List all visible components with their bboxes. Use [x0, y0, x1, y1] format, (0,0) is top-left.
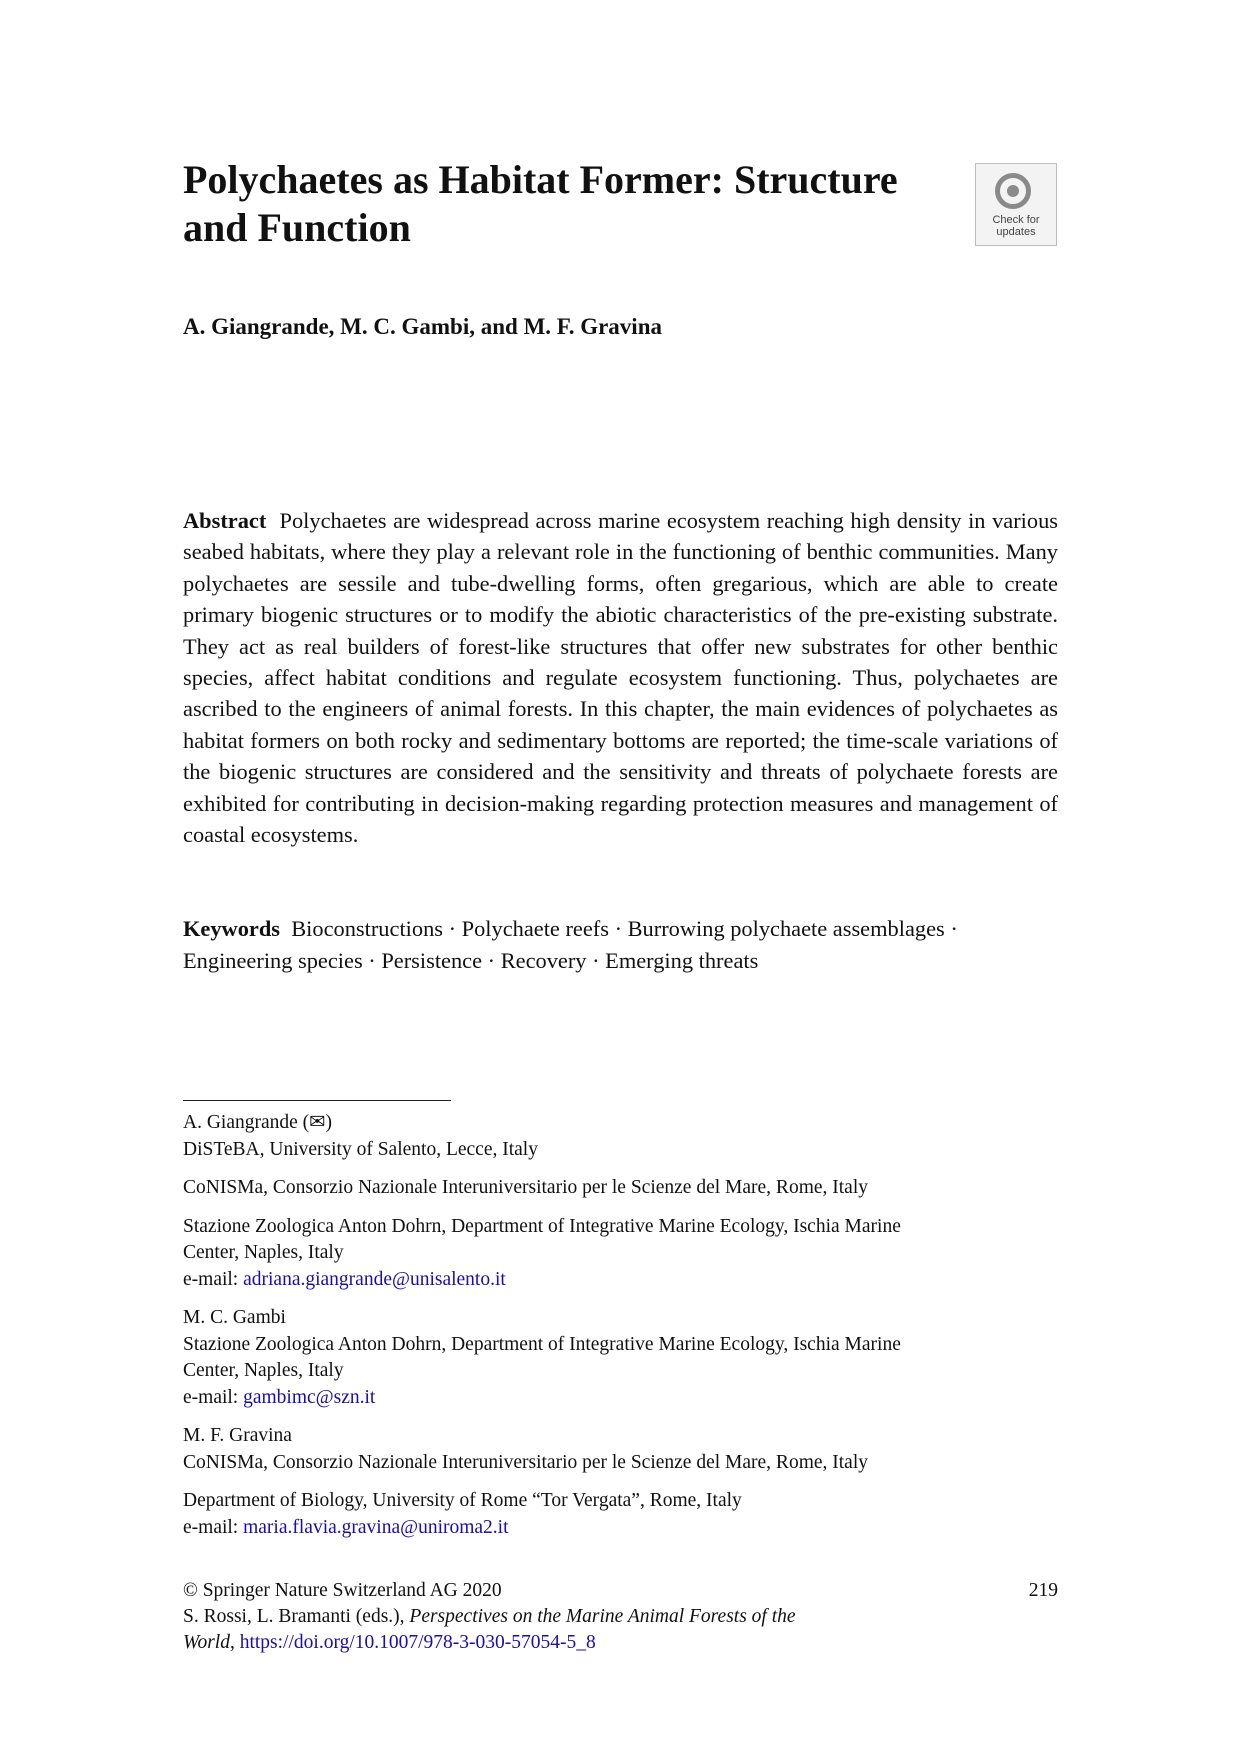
- page-footer: [183, 1578, 1058, 1656]
- affiliation-block-6: [183, 1488, 1063, 1541]
- check-for-updates-label: Check for updates: [992, 214, 1040, 238]
- email-label: e-mail:: [183, 1386, 239, 1408]
- affiliation-block-2: [183, 1175, 1063, 1202]
- chapter-title-line-2: and Function: [183, 205, 411, 250]
- chapter-title-line-1: Polychaetes as Habitat Former: Structure: [183, 157, 898, 202]
- affiliation-block-1: [183, 1110, 1063, 1163]
- email-line: [183, 1385, 1063, 1412]
- affiliation-line: Center, Naples, Italy: [183, 1242, 344, 1263]
- citation-line: World, https://doi.org/10.1007/978-3-030-57054-5_8: [183, 1632, 596, 1653]
- editors: S. Rossi, L. Bramanti (eds.),: [183, 1606, 405, 1627]
- check-for-updates-button[interactable]: [975, 163, 1057, 246]
- author-name: M. F. Gravina: [183, 1425, 292, 1446]
- affiliation-block-5: [183, 1423, 1063, 1476]
- abstract-heading: Abstract: [183, 508, 267, 533]
- abstract: [183, 505, 1058, 850]
- page-number: 219: [1028, 1580, 1058, 1601]
- keywords-heading: Keywords: [183, 916, 281, 941]
- chapter-title: [183, 156, 963, 252]
- book-title: Perspectives on the Marine Animal Forests of the: [409, 1606, 796, 1627]
- copyright: © Springer Nature Switzerland AG 2020: [183, 1580, 502, 1601]
- email-label: e-mail:: [183, 1268, 239, 1290]
- affiliation-block-3: [183, 1214, 1063, 1294]
- affiliation-line: Department of Biology, University of Rome “Tor Vergata”, Rome, Italy: [183, 1490, 742, 1511]
- citation-line: [183, 1604, 1058, 1630]
- affiliation-line: Stazione Zoologica Anton Dohrn, Department of Integrative Marine Ecology, Ischia Marine: [183, 1215, 901, 1237]
- affiliations: [183, 1110, 1063, 1553]
- author-name: M. C. Gambi: [183, 1307, 286, 1328]
- email-link[interactable]: gambimc@szn.it: [243, 1386, 376, 1408]
- email-link[interactable]: adriana.giangrande@unisalento.it: [243, 1268, 506, 1290]
- email-line: [183, 1515, 1063, 1542]
- keywords-text: Bioconstructions · Polychaete reefs · Burrowing polychaete assemblages · Engineering species · Persistence · Recovery · Emerging threats: [183, 916, 958, 973]
- keywords: [183, 913, 1058, 977]
- affiliation-line: Stazione Zoologica Anton Dohrn, Department of Integrative Marine Ecology, Ischia Marine: [183, 1333, 901, 1355]
- author-name: A. Giangrande (✉): [183, 1112, 332, 1133]
- author-list: A. Giangrande, M. C. Gambi, and M. F. Gravina: [183, 314, 662, 339]
- abstract-text: Polychaetes are widespread across marine ecosystem reaching high density in various seabed habitats, where they play a relevant role in the functioning of benthic communities. Many polychaetes are sessile and tube-dwelling forms, often gregarious, which are able to create primary biogenic structures or to modify the abiotic characteristics of the pre-existing substrate. They act as real builders of forest-like structures that offer new substrates for other benthic species, affect habitat conditions and regulate ecosystem functioning. Thus, polychaetes are ascribed to the engineers of animal forests. In this chapter, the main evidences of polychaetes as habitat formers on both rocky and sedimentary bottoms are reported; the time-scale variations of the biogenic structures are considered and the sensitivity and threats of polychaete forests are exhibited for contributing in decision-making regarding protection measures and management of coastal ecosystems.: [183, 508, 1059, 848]
- crossmark-icon: [995, 173, 1031, 209]
- affiliation-line: DiSTeBA, University of Salento, Lecce, Italy: [183, 1138, 538, 1160]
- affiliation-block-4: [183, 1305, 1063, 1411]
- email-label: e-mail:: [183, 1516, 239, 1538]
- affiliation-line: CoNISMa, Consorzio Nazionale Interuniversitario per le Scienze del Mare, Rome, Italy: [183, 1451, 868, 1473]
- email-line: [183, 1267, 1063, 1294]
- book-title: World: [183, 1632, 230, 1653]
- doi-link[interactable]: https://doi.org/10.1007/978-3-030-57054-5_8: [239, 1632, 596, 1653]
- email-link[interactable]: maria.flavia.gravina@uniroma2.it: [243, 1516, 509, 1538]
- affiliation-line: Center, Naples, Italy: [183, 1360, 344, 1381]
- affiliation-line: CoNISMa, Consorzio Nazionale Interuniversitario per le Scienze del Mare, Rome, Italy: [183, 1177, 868, 1198]
- footnote-divider: [183, 1100, 451, 1101]
